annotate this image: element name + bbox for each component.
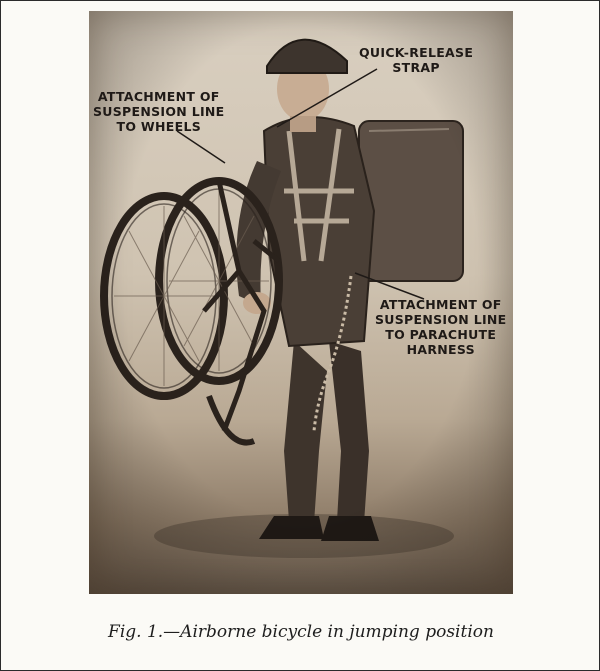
quick-release-strap-label: QUICK-RELEASE STRAP xyxy=(359,45,474,75)
suspension-line-harness-label: ATTACHMENT OF SUSPENSION LINE TO PARACHUTE HARNESS xyxy=(375,297,507,357)
suspension-line-wheels-label: ATTACHMENT OF SUSPENSION LINE TO WHEELS xyxy=(93,89,225,134)
soldier-with-bicycle-photo xyxy=(89,11,513,594)
figure-caption: Fig. 1.—Airborne bicycle in jumping position xyxy=(108,622,494,642)
